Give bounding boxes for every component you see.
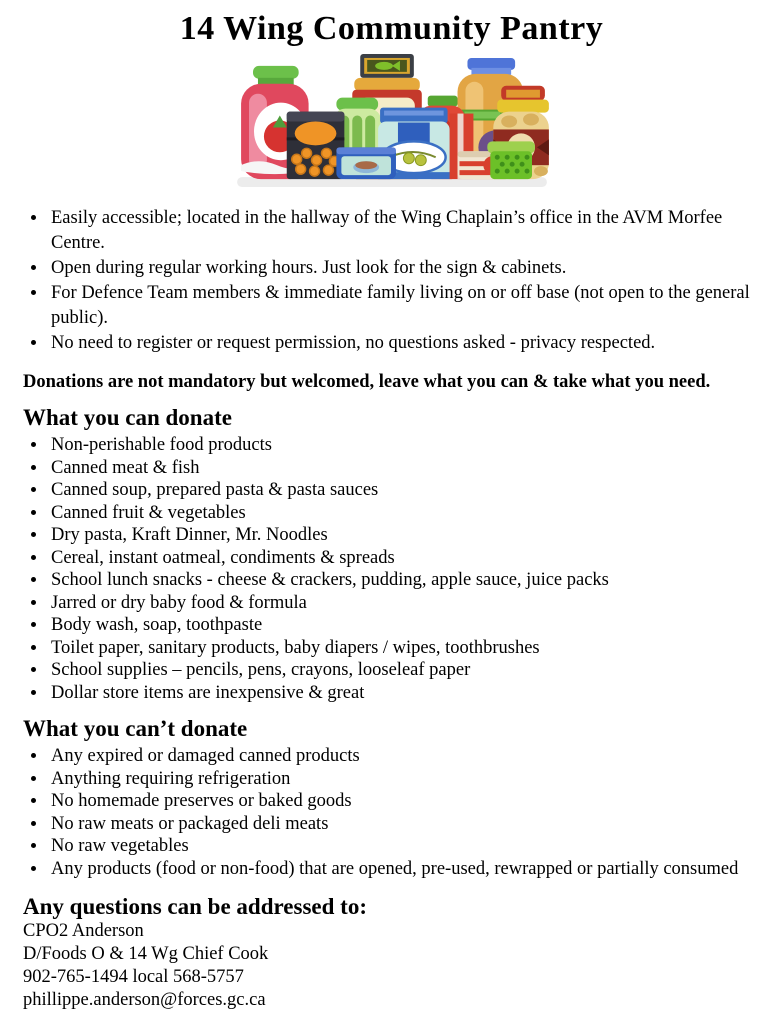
pantry-food-illustration-svg <box>233 52 551 191</box>
contact-heading: Any questions can be addressed to: <box>23 894 367 919</box>
list-item: • Anything requiring refrigeration <box>48 768 775 791</box>
pantry-illustration <box>23 52 760 196</box>
list-item: • Canned meat & fish <box>48 457 775 480</box>
list-item: • School lunch snacks - cheese & crackers, pudding, apple sauce, juice packs <box>48 569 775 592</box>
list-item: • No need to register or request permission, no questions asked - privacy respected. <box>48 331 775 356</box>
list-item: • No raw meats or packaged deli meats <box>48 813 775 836</box>
contact-phone: 902-765-1494 local 568-5757 <box>23 967 244 987</box>
section-heading-donate: What you can donate <box>23 405 232 430</box>
page-title: 14 Wing Community Pantry <box>179 10 604 47</box>
list-item: • Body wash, soap, toothpaste <box>48 614 775 637</box>
list-item: • Any expired or damaged canned products <box>48 745 775 768</box>
list-item: • No raw vegetables <box>48 835 775 858</box>
intro-bullet-list <box>23 206 775 356</box>
list-item: • Any products (food or non-food) that are opened, pre-used, rewrapped or partially consumed <box>48 858 775 881</box>
contact-name: CPO2 Anderson <box>23 921 144 941</box>
list-item: • Canned soup, prepared pasta & pasta sauces <box>48 479 775 502</box>
contact-role: D/Foods O & 14 Wg Chief Cook <box>23 944 269 964</box>
list-item: • Non-perishable food products <box>48 434 775 457</box>
list-item: • Canned fruit & vegetables <box>48 502 775 525</box>
donation-note: Donations are not mandatory but welcomed, leave what you can & take what you need. <box>23 372 711 392</box>
list-item: • Dollar store items are inexpensive & great <box>48 682 775 705</box>
sardine-tin-icon <box>336 147 396 179</box>
list-item: • Dry pasta, Kraft Dinner, Mr. Noodles <box>48 524 775 547</box>
cant-donate-list <box>23 745 775 880</box>
list-item: • Jarred or dry baby food & formula <box>48 592 775 615</box>
beans-box-icon <box>286 112 344 180</box>
list-item: • Easily accessible; located in the hallway of the Wing Chaplain’s office in the AVM Morfee Centre. <box>48 206 775 256</box>
list-item: • Open during regular working hours. Just look for the sign & cabinets. <box>48 256 775 281</box>
list-item: • Cereal, instant oatmeal, condiments & spreads <box>48 547 775 570</box>
list-item: • School supplies – pencils, pens, crayons, looseleaf paper <box>48 659 775 682</box>
list-item: • For Defence Team members & immediate family living on or off base (not open to the general public). <box>48 281 775 331</box>
section-heading-cant-donate: What you can’t donate <box>23 716 248 741</box>
corn-cup-icon <box>487 141 535 179</box>
contact-email: phillippe.anderson@forces.gc.ca <box>23 990 266 1010</box>
list-item: • No homemade preserves or baked goods <box>48 790 775 813</box>
list-item: • Toilet paper, sanitary products, baby diapers / wipes, toothbrushes <box>48 637 775 660</box>
donate-list <box>23 434 775 704</box>
